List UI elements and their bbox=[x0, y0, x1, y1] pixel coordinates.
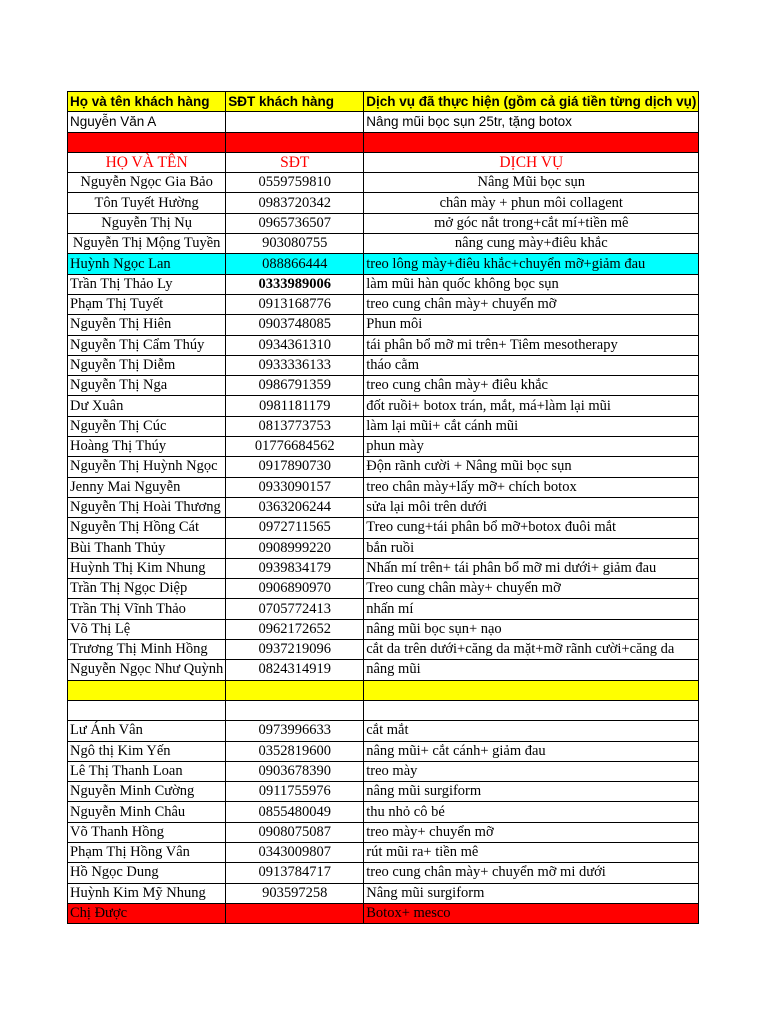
customer-name-cell[interactable]: Huỳnh Ngọc Lan bbox=[68, 254, 226, 274]
header-phone-cell[interactable]: SĐT khách hàng bbox=[226, 92, 364, 112]
customer-service-cell[interactable]: cắt da trên dưới+căng da mặt+mỡ rãnh cười+căng da bbox=[364, 640, 699, 660]
customer-phone-cell[interactable]: 0933336133 bbox=[226, 355, 364, 375]
customer-row bbox=[68, 437, 699, 457]
customer-phone-cell[interactable]: 0934361310 bbox=[226, 335, 364, 355]
customer-phone-cell[interactable]: 0913784717 bbox=[226, 863, 364, 883]
customer-name-cell[interactable]: Phạm Thị Hồng Vân bbox=[68, 842, 226, 862]
empty-cell[interactable] bbox=[226, 700, 364, 720]
empty-cell[interactable] bbox=[68, 680, 226, 700]
customer-phone-cell[interactable]: 0908999220 bbox=[226, 538, 364, 558]
customer-name-cell[interactable]: Võ Thanh Hồng bbox=[68, 822, 226, 842]
customer-phone-cell[interactable]: 0981181179 bbox=[226, 396, 364, 416]
customer-phone-cell[interactable]: 0343009807 bbox=[226, 842, 364, 862]
customer-service-cell[interactable]: nâng mũi bbox=[364, 660, 699, 680]
customer-row bbox=[68, 497, 699, 517]
customer-service-cell[interactable]: nâng cung mày+điêu khắc bbox=[364, 234, 699, 254]
customer-row bbox=[68, 741, 699, 761]
customer-name-cell[interactable]: Nguyễn Thị Nụ bbox=[68, 213, 226, 233]
customer-name-cell[interactable]: Bùi Thanh Thủy bbox=[68, 538, 226, 558]
customer-service-cell[interactable]: treo cung chân mày+ chuyển mỡ bbox=[364, 294, 699, 314]
column-heading-phone[interactable]: SĐT bbox=[226, 152, 364, 172]
customer-service-cell[interactable]: Nâng mũi surgiform bbox=[364, 883, 699, 903]
customer-service-cell[interactable]: đốt ruồi+ botox trán, mắt, má+làm lại mũi bbox=[364, 396, 699, 416]
customer-phone-cell[interactable]: 0906890970 bbox=[226, 579, 364, 599]
customer-service-cell[interactable]: bắn ruồi bbox=[364, 538, 699, 558]
customer-name-cell[interactable]: Nguyễn Thị Hồng Cát bbox=[68, 518, 226, 538]
customer-name-cell[interactable]: Nguyễn Thị Nga bbox=[68, 376, 226, 396]
customer-name-cell[interactable]: Nguyễn Thị Cúc bbox=[68, 416, 226, 436]
customer-service-cell[interactable]: treo mày+ chuyển mỡ bbox=[364, 822, 699, 842]
customer-service-cell[interactable]: sửa lại môi trên dưới bbox=[364, 497, 699, 517]
customer-name-cell[interactable]: Trần Thị Vĩnh Thảo bbox=[68, 599, 226, 619]
customer-row bbox=[68, 274, 699, 294]
customer-row bbox=[68, 335, 699, 355]
customer-phone-cell[interactable]: 0986791359 bbox=[226, 376, 364, 396]
customer-service-cell[interactable]: treo cung chân mày+ điêu khắc bbox=[364, 376, 699, 396]
column-heading-service[interactable]: DỊCH VỤ bbox=[364, 152, 699, 172]
customer-phone-cell[interactable]: 0913168776 bbox=[226, 294, 364, 314]
customer-name-cell[interactable]: Trần Thị Ngọc Diệp bbox=[68, 579, 226, 599]
customer-row bbox=[68, 355, 699, 375]
example-service-cell[interactable]: Nâng mũi bọc sụn 25tr, tặng botox bbox=[364, 112, 699, 132]
customer-name-cell[interactable]: Nguyễn Thị Cẩm Thúy bbox=[68, 335, 226, 355]
customer-phone-cell[interactable] bbox=[226, 903, 364, 923]
customer-spreadsheet bbox=[67, 91, 699, 924]
column-heading-name[interactable]: HỌ VÀ TÊN bbox=[68, 152, 226, 172]
spreadsheet-body bbox=[68, 92, 699, 924]
yellow-separator-row bbox=[68, 680, 699, 700]
customer-row bbox=[68, 802, 699, 822]
customer-service-cell[interactable]: Nâng Mũi bọc sụn bbox=[364, 173, 699, 193]
customer-phone-cell[interactable]: 0933090157 bbox=[226, 477, 364, 497]
customer-row bbox=[68, 416, 699, 436]
customer-row bbox=[68, 234, 699, 254]
customer-phone-cell[interactable]: 903597258 bbox=[226, 883, 364, 903]
customer-phone-cell[interactable]: 0705772413 bbox=[226, 599, 364, 619]
customer-service-cell[interactable]: cắt mắt bbox=[364, 721, 699, 741]
customer-service-cell[interactable]: tái phân bổ mỡ mi trên+ Tiêm mesotherapy bbox=[364, 335, 699, 355]
customer-service-cell[interactable]: nâng mũi surgiform bbox=[364, 782, 699, 802]
customer-service-cell[interactable]: làm mũi hàn quốc không bọc sụn bbox=[364, 274, 699, 294]
customer-service-cell[interactable]: Độn rãnh cười + Nâng mũi bọc sụn bbox=[364, 457, 699, 477]
customer-phone-cell[interactable]: 0939834179 bbox=[226, 558, 364, 578]
customer-phone-cell[interactable]: 0911755976 bbox=[226, 782, 364, 802]
customer-phone-cell[interactable]: 0972711565 bbox=[226, 518, 364, 538]
customer-name-cell[interactable]: Jenny Mai Nguyễn bbox=[68, 477, 226, 497]
customer-name-cell[interactable]: Nguyễn Ngọc Gia Bảo bbox=[68, 173, 226, 193]
customer-row bbox=[68, 842, 699, 862]
customer-service-cell[interactable]: nâng mũi bọc sụn+ nạo bbox=[364, 619, 699, 639]
customer-phone-cell[interactable]: 0965736507 bbox=[226, 213, 364, 233]
customer-name-cell[interactable]: Nguyễn Thị Hoài Thương bbox=[68, 497, 226, 517]
empty-cell[interactable] bbox=[364, 700, 699, 720]
customer-row bbox=[68, 518, 699, 538]
customer-row bbox=[68, 579, 699, 599]
customer-service-cell[interactable]: nâng mũi+ cắt cánh+ giảm đau bbox=[364, 741, 699, 761]
example-phone-cell[interactable] bbox=[226, 112, 364, 132]
customer-phone-cell[interactable]: 0824314919 bbox=[226, 660, 364, 680]
customer-name-cell[interactable]: Nguyễn Minh Cường bbox=[68, 782, 226, 802]
empty-cell[interactable] bbox=[68, 132, 226, 152]
customer-service-cell[interactable]: thu nhỏ cô bé bbox=[364, 802, 699, 822]
customer-name-cell[interactable]: Nguyễn Ngọc Như Quỳnh bbox=[68, 660, 226, 680]
example-row bbox=[68, 112, 699, 132]
customer-phone-cell[interactable]: 0903678390 bbox=[226, 761, 364, 781]
customer-phone-cell[interactable]: 0908075087 bbox=[226, 822, 364, 842]
customer-phone-cell[interactable]: 0333989006 bbox=[226, 274, 364, 294]
empty-cell[interactable] bbox=[364, 680, 699, 700]
customer-service-cell[interactable]: treo lông mày+điêu khắc+chuyển mỡ+giảm đau bbox=[364, 254, 699, 274]
empty-cell[interactable] bbox=[226, 132, 364, 152]
customer-name-cell[interactable]: Nguyễn Thị Mộng Tuyền bbox=[68, 234, 226, 254]
customer-service-cell[interactable]: Botox+ mesco bbox=[364, 903, 699, 923]
customer-phone-cell[interactable]: 0559759810 bbox=[226, 173, 364, 193]
customer-phone-cell[interactable]: 0855480049 bbox=[226, 802, 364, 822]
empty-cell[interactable] bbox=[226, 680, 364, 700]
customer-phone-cell[interactable]: 088866444 bbox=[226, 254, 364, 274]
customer-row bbox=[68, 538, 699, 558]
customer-phone-cell[interactable]: 0352819600 bbox=[226, 741, 364, 761]
customer-phone-cell[interactable]: 0363206244 bbox=[226, 497, 364, 517]
example-name-cell[interactable]: Nguyễn Văn A bbox=[68, 112, 226, 132]
red-separator-row bbox=[68, 132, 699, 152]
header-row bbox=[68, 92, 699, 112]
customer-row bbox=[68, 903, 699, 923]
customer-service-cell[interactable]: treo cung chân mày+ chuyển mỡ mi dưới bbox=[364, 863, 699, 883]
customer-name-cell[interactable]: Chị Được bbox=[68, 903, 226, 923]
customer-name-cell[interactable]: Võ Thị Lệ bbox=[68, 619, 226, 639]
customer-name-cell[interactable]: Nguyễn Minh Châu bbox=[68, 802, 226, 822]
customer-row bbox=[68, 721, 699, 741]
header-service-cell[interactable]: Dịch vụ đã thực hiện (gồm cả giá tiền từng dịch vụ) bbox=[364, 92, 699, 112]
customer-row bbox=[68, 254, 699, 274]
empty-cell[interactable] bbox=[68, 700, 226, 720]
column-heading-row bbox=[68, 152, 699, 172]
customer-row bbox=[68, 761, 699, 781]
customer-name-cell[interactable]: Nguyễn Thị Hiên bbox=[68, 315, 226, 335]
customer-phone-cell[interactable]: 0973996633 bbox=[226, 721, 364, 741]
customer-phone-cell[interactable]: 01776684562 bbox=[226, 437, 364, 457]
customer-service-cell[interactable]: phun mày bbox=[364, 437, 699, 457]
customer-row bbox=[68, 315, 699, 335]
customer-name-cell[interactable]: Phạm Thị Tuyết bbox=[68, 294, 226, 314]
customer-row bbox=[68, 294, 699, 314]
customer-name-cell[interactable]: Trương Thị Minh Hồng bbox=[68, 640, 226, 660]
customer-service-cell[interactable]: rút mũi ra+ tiền mê bbox=[364, 842, 699, 862]
customer-phone-cell[interactable]: 0983720342 bbox=[226, 193, 364, 213]
customer-name-cell[interactable]: Hồ Ngọc Dung bbox=[68, 863, 226, 883]
empty-cell[interactable] bbox=[364, 132, 699, 152]
customer-row bbox=[68, 883, 699, 903]
customer-phone-cell[interactable]: 0813773753 bbox=[226, 416, 364, 436]
customer-name-cell[interactable]: Huỳnh Thị Kim Nhung bbox=[68, 558, 226, 578]
customer-service-cell[interactable]: treo chân mày+lấy mỡ+ chích botox bbox=[364, 477, 699, 497]
customer-service-cell[interactable]: Treo cung chân mày+ chuyển mỡ bbox=[364, 579, 699, 599]
customer-service-cell[interactable]: mở góc nắt trong+cắt mí+tiền mê bbox=[364, 213, 699, 233]
customer-name-cell[interactable]: Nguyễn Thị Diễm bbox=[68, 355, 226, 375]
customer-service-cell[interactable]: Treo cung+tái phân bổ mỡ+botox đuôi mắt bbox=[364, 518, 699, 538]
customer-name-cell[interactable]: Trần Thị Thảo Ly bbox=[68, 274, 226, 294]
customer-row bbox=[68, 477, 699, 497]
customer-phone-cell[interactable]: 903080755 bbox=[226, 234, 364, 254]
customer-phone-cell[interactable]: 0962172652 bbox=[226, 619, 364, 639]
customer-row bbox=[68, 640, 699, 660]
header-name-cell[interactable]: Họ và tên khách hàng bbox=[68, 92, 226, 112]
customer-row bbox=[68, 619, 699, 639]
customer-name-cell[interactable]: Hoàng Thị Thúy bbox=[68, 437, 226, 457]
customer-service-cell[interactable]: Phun môi bbox=[364, 315, 699, 335]
customer-service-cell[interactable]: treo mày bbox=[364, 761, 699, 781]
customer-name-cell[interactable]: Dư Xuân bbox=[68, 396, 226, 416]
customer-name-cell[interactable]: Ngô thị Kim Yến bbox=[68, 741, 226, 761]
customer-name-cell[interactable]: Huỳnh Kim Mỹ Nhung bbox=[68, 883, 226, 903]
customer-service-cell[interactable]: Nhấn mí trên+ tái phân bổ mỡ mi dưới+ giảm đau bbox=[364, 558, 699, 578]
customer-row bbox=[68, 782, 699, 802]
customer-name-cell[interactable]: Lê Thị Thanh Loan bbox=[68, 761, 226, 781]
customer-row bbox=[68, 558, 699, 578]
customer-row bbox=[68, 822, 699, 842]
customer-service-cell[interactable]: chân mày + phun môi collagent bbox=[364, 193, 699, 213]
customer-row bbox=[68, 173, 699, 193]
customer-name-cell[interactable]: Tôn Tuyết Hường bbox=[68, 193, 226, 213]
customer-name-cell[interactable]: Nguyễn Thị Huỳnh Ngọc bbox=[68, 457, 226, 477]
customer-service-cell[interactable]: nhấn mí bbox=[364, 599, 699, 619]
customer-row bbox=[68, 193, 699, 213]
customer-row bbox=[68, 376, 699, 396]
customer-phone-cell[interactable]: 0937219096 bbox=[226, 640, 364, 660]
customer-row bbox=[68, 599, 699, 619]
customer-service-cell[interactable]: làm lại mũi+ cắt cánh mũi bbox=[364, 416, 699, 436]
customer-row bbox=[68, 457, 699, 477]
customer-row bbox=[68, 863, 699, 883]
customer-name-cell[interactable]: Lư Ánh Vân bbox=[68, 721, 226, 741]
customer-phone-cell[interactable]: 0903748085 bbox=[226, 315, 364, 335]
customer-row bbox=[68, 213, 699, 233]
customer-row bbox=[68, 396, 699, 416]
blank-row bbox=[68, 700, 699, 720]
customer-service-cell[interactable]: tháo cằm bbox=[364, 355, 699, 375]
customer-phone-cell[interactable]: 0917890730 bbox=[226, 457, 364, 477]
customer-row bbox=[68, 660, 699, 680]
